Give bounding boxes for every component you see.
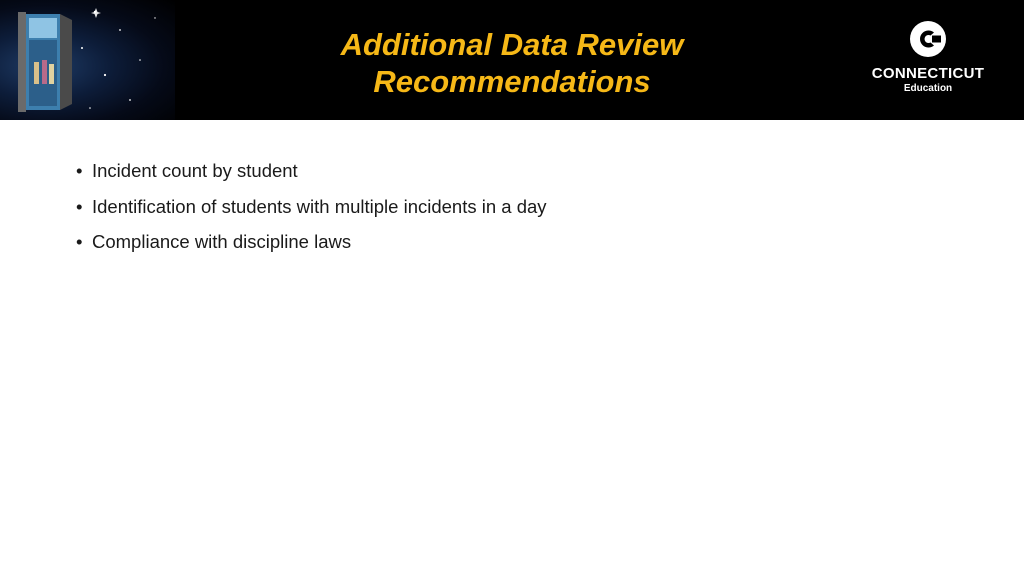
bullet-dot: • bbox=[76, 160, 83, 181]
list-item-text: Compliance with discipline laws bbox=[92, 231, 352, 252]
connecticut-education-logo bbox=[852, 20, 1004, 100]
bullet-dot: • bbox=[76, 231, 83, 252]
bullet-list bbox=[76, 158, 547, 265]
open-door-space-illustration bbox=[0, 0, 175, 120]
slide-title-line-2: Recommendations bbox=[373, 64, 651, 99]
list-item bbox=[76, 158, 547, 194]
header-banner bbox=[0, 0, 1024, 120]
bullet-dot: • bbox=[76, 195, 83, 217]
list-item-text: Incident count by student bbox=[92, 160, 298, 181]
list-item-text: Identification of students with multiple incidents in a day bbox=[92, 195, 547, 217]
slide-title-line-1: Additional Data Review bbox=[340, 27, 684, 62]
list-item bbox=[76, 229, 547, 265]
connecticut-c-logo-icon bbox=[909, 20, 947, 58]
logo-subtitle: Education bbox=[903, 83, 953, 94]
logo-name: CONNECTICUT bbox=[871, 65, 985, 82]
list-item bbox=[76, 194, 547, 230]
slide-title bbox=[262, 26, 762, 100]
